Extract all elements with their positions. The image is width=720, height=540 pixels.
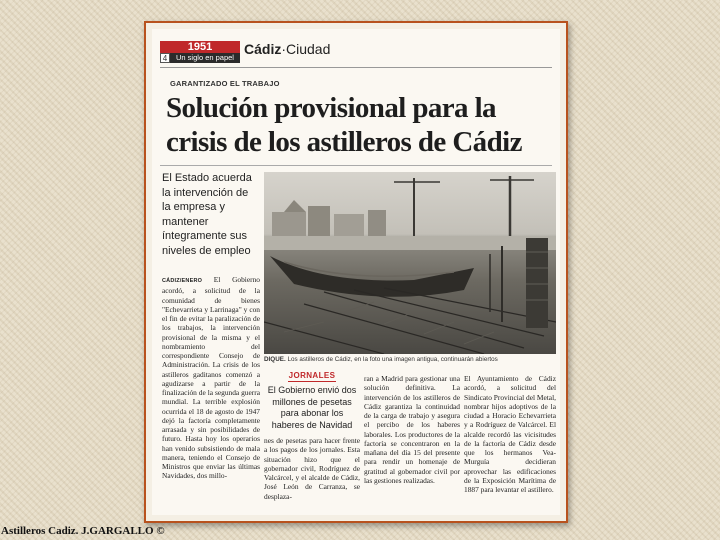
badge-page-number: 4 xyxy=(160,53,170,63)
shipyard-illustration xyxy=(264,172,556,354)
article-text-1: El Gobierno acordó, a solicitud de la comunidad de bienes "Echevarrieta y Larrinaga" y con el fin de evitar la paralización de los trabajos, la intervención provisional de la misma y el nombramiento del correspondiente Consejo de Administración. La crisis de los astilleros gaditanos comenzó a agudizarse a partir de la finalización de la segunda guerra mundial. La terrible explosión ocurrida el 18 de agosto de 1947 dejó la factoría completamente arrasada y sin posibilidades de futuro. Hasta hoy los operarios han venido subsistiendo de mala manera, teniendo el Consejo de Ministros que enviar las últimas Navidades, dos millo- xyxy=(162,275,260,481)
section-name: Ciudad xyxy=(286,41,331,57)
badge-year: 1951 xyxy=(160,41,240,53)
caption-label: DIQUE. xyxy=(264,356,286,363)
box-text: El Gobierno envió dos millones de pesetas para abonar los haberes de Navidad xyxy=(267,385,357,430)
article-frame xyxy=(144,21,568,523)
box-rule xyxy=(288,381,336,382)
section-header xyxy=(244,41,330,57)
section-separator: · xyxy=(281,41,287,57)
photo-caption xyxy=(264,356,556,364)
newspaper-page xyxy=(152,29,560,515)
subhead: El Estado acuerda la intervención de la empresa y mantener íntegramente sus niveles de empleo xyxy=(162,172,252,257)
headline: Solución provisional para la crisis de los astilleros de Cádiz xyxy=(166,92,522,158)
section-city: Cádiz xyxy=(244,41,282,57)
badge-subtitle: Un siglo en papel xyxy=(170,53,240,63)
dateline: CÁDIZ/ENERO xyxy=(162,278,203,284)
headline-rule xyxy=(160,165,552,166)
shipyard-photo xyxy=(264,172,556,354)
article-column-3: ran a Madrid para gestionar una solución definitiva. La intervención de los astilleros de Cádiz garantiza la continuidad de la carga de trabajo y asegura el percibo de los haberes laborales. Los productores de la factoría se concentraron en la mañana del día 15 del presente para rendir un homenaje de gratitud al gobernador civil por las gestiones realizadas. xyxy=(364,374,460,485)
page-badge xyxy=(160,41,240,63)
kicker: GARANTIZADO EL TRABAJO xyxy=(170,79,280,88)
article-column-4: El Ayuntamiento de Cádiz acordó, a solicitud del Sindicato Provincial del Metal, nombrar hijos adoptivos de la ciudad a Horacio Echevarrieta y a Rodríguez de Valcárcel. El alcalde recordó las vicisitudes de la factoría de Cádiz desde que los hermanos Vea-Murguía decidieran aprovechar las edificaciones de la Exposición Marítima de 1887 para levantar el astillero. xyxy=(464,374,556,494)
image-credit: Astilleros Cadiz. J.GARGALLO © xyxy=(1,525,165,537)
article-column-1 xyxy=(162,275,260,481)
article-column-2: nes de pesetas para hacer frente a los pagos de los jornales. Esta situación hizo que el gobernador civil, Rodríguez de Valcárcel, y el alcalde de Cádiz, José León de Carranza, se desplaza- xyxy=(264,436,360,501)
header-rule xyxy=(160,67,552,68)
box-title: JORNALES xyxy=(288,371,336,380)
caption-text: Los astilleros de Cádiz, en la foto una imagen antigua, continuarán abiertos xyxy=(285,356,498,363)
